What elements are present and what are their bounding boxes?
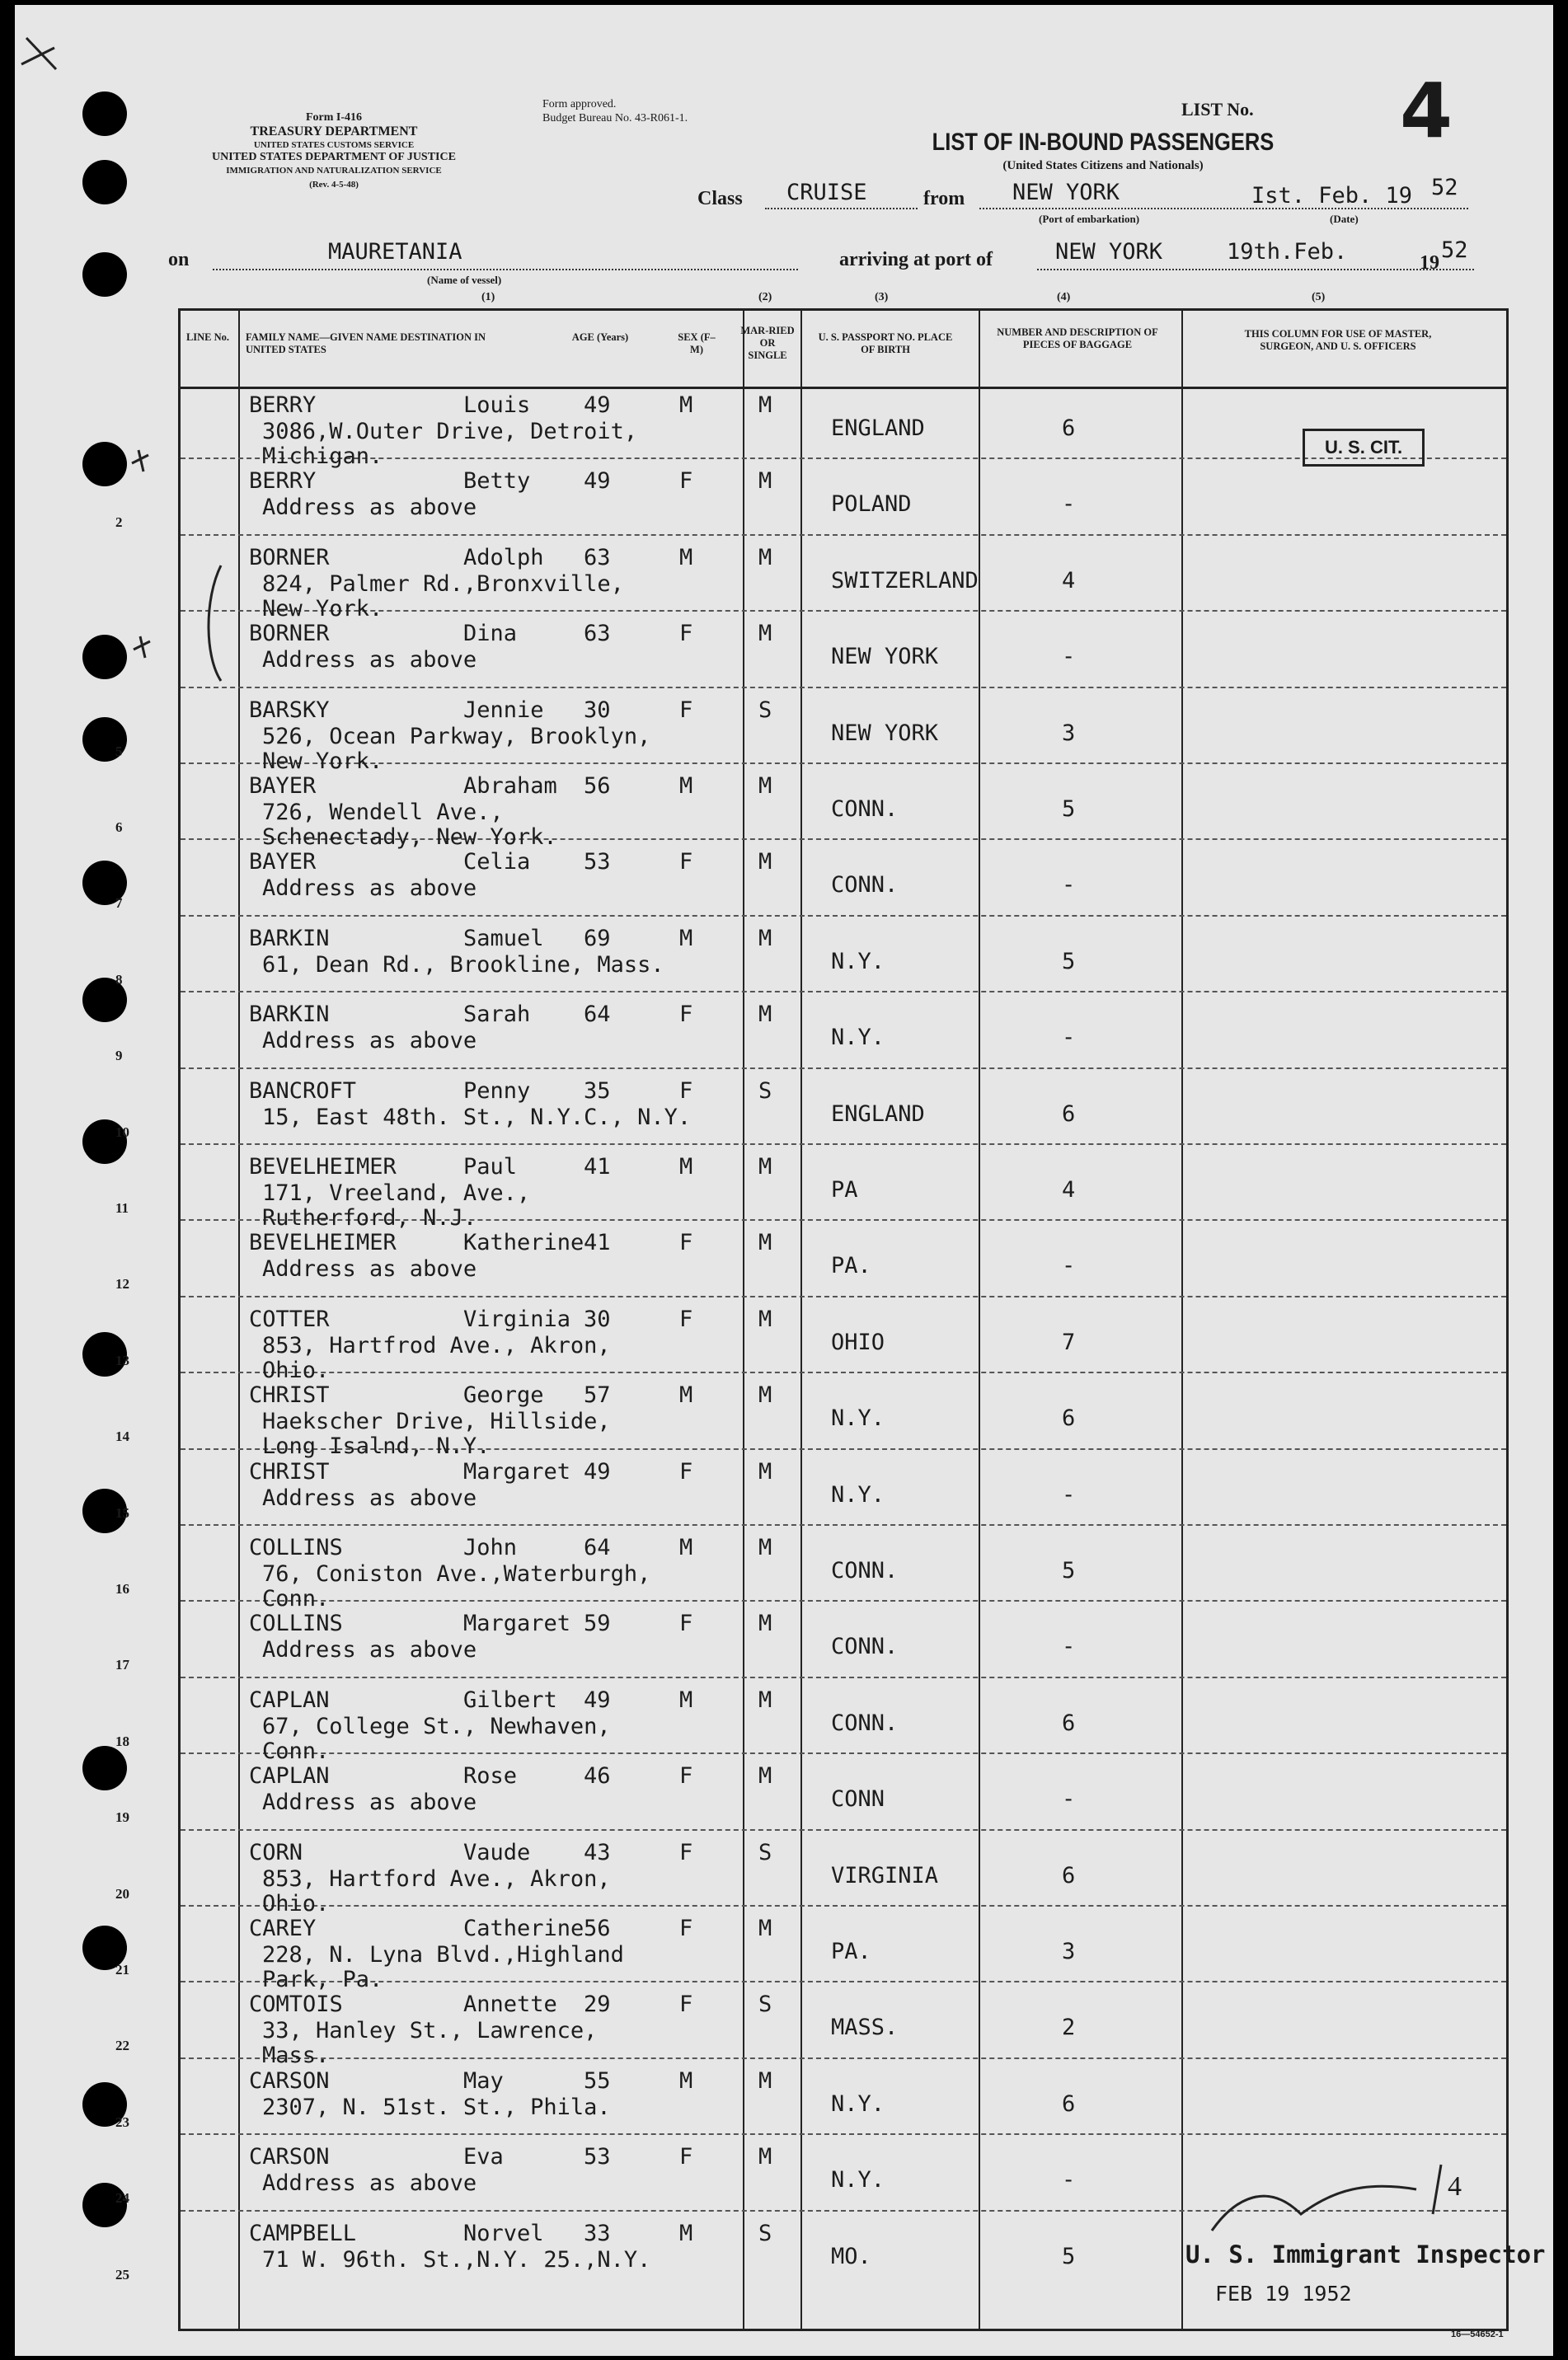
form-title: LIST OF IN-BOUND PASSENGERS: [932, 129, 1275, 156]
family-name: CAREY: [249, 1916, 317, 1941]
address-line-2: Mass.: [262, 2043, 330, 2069]
age: 64: [584, 1002, 611, 1028]
family-name: BORNER: [249, 621, 330, 647]
marital-status: M: [758, 2067, 772, 2094]
age: 43: [584, 1839, 611, 1865]
list-number-value: 4: [1400, 67, 1453, 155]
baggage-count: 5: [1062, 2243, 1076, 2269]
address-line-1: 76, Coniston Ave.,Waterburgh,: [262, 1561, 651, 1587]
marital-status: M: [758, 925, 772, 951]
given-name: Norvel: [463, 2220, 544, 2246]
vessel-name: MAURETANIA: [328, 239, 462, 265]
line-number: 2: [115, 514, 123, 531]
sex: M: [679, 392, 693, 418]
sex: F: [679, 1458, 693, 1485]
header-passport: U. S. PASSPORT NO. PLACE OF BIRTH: [818, 331, 953, 355]
family-name: CARSON: [249, 2067, 330, 2094]
marital-status: M: [758, 2144, 772, 2170]
family-name: BERRY: [249, 392, 317, 418]
sex: F: [679, 468, 693, 495]
place-of-birth: N.Y.: [831, 1025, 885, 1051]
address-line-1: Address as above: [262, 1256, 477, 1283]
age: 63: [584, 544, 611, 570]
marital-status: S: [758, 697, 772, 723]
marital-status: S: [758, 1077, 772, 1104]
place-of-birth: N.Y.: [831, 2167, 885, 2193]
place-of-birth: ENGLAND: [831, 415, 925, 441]
given-name: Sarah: [463, 1002, 531, 1028]
marital-status: M: [758, 1687, 772, 1713]
place-of-birth: CONN.: [831, 796, 899, 822]
address-line-2: Rutherford, N.J.: [262, 1205, 477, 1231]
age: 46: [584, 1763, 611, 1790]
age: 49: [584, 468, 611, 495]
address-line-1: Address as above: [262, 647, 477, 673]
line-number: 8: [115, 971, 123, 988]
age: 41: [584, 1154, 611, 1180]
place-of-birth: ENGLAND: [831, 1100, 925, 1127]
marital-status: M: [758, 849, 772, 875]
age: 56: [584, 1916, 611, 1941]
embarkation-port: NEW YORK: [1012, 180, 1120, 205]
age: 41: [584, 1230, 611, 1256]
header-marital: MAR-RIED OR SINGLE: [740, 325, 795, 361]
given-name: Louis: [463, 392, 531, 418]
treasury-label: TREASURY DEPARTMENT: [250, 124, 418, 138]
baggage-count: 6: [1062, 1100, 1076, 1127]
budget-label: Budget Bureau No. 43-R061-1.: [542, 112, 688, 124]
given-name: Gilbert: [463, 1687, 557, 1713]
given-name: Margaret: [463, 1458, 571, 1485]
address-line-1: Haekscher Drive, Hillside,: [262, 1409, 611, 1435]
marital-status: M: [758, 544, 772, 570]
given-name: Virginia: [463, 1306, 571, 1332]
age: 55: [584, 2067, 611, 2094]
place-of-birth: N.Y.: [831, 2090, 885, 2117]
place-of-birth: CONN.: [831, 872, 899, 898]
vessel-caption: (Name of vessel): [427, 274, 502, 286]
immigration-label: IMMIGRATION AND NATURALIZATION SERVICE: [226, 166, 442, 176]
line-number: 20: [115, 1885, 129, 1902]
given-name: Samuel: [463, 925, 544, 951]
age: 30: [584, 1306, 611, 1332]
class-value: CRUISE: [786, 180, 867, 205]
given-name: Catherine: [463, 1916, 584, 1941]
us-citizen-stamp: U. S. CIT.: [1303, 429, 1425, 467]
family-name: COLLINS: [249, 1611, 343, 1637]
baggage-count: 5: [1062, 948, 1076, 974]
arrival-date: 19th.Feb.: [1227, 239, 1348, 265]
sex: F: [679, 1077, 693, 1104]
class-label: Class: [697, 188, 743, 209]
column-number-2: (2): [758, 291, 772, 303]
line-number: 6: [115, 819, 123, 835]
place-of-birth: CONN.: [831, 1710, 899, 1736]
baggage-count: -: [1062, 1025, 1076, 1051]
sex: F: [679, 1230, 693, 1256]
address-line-1: 61, Dean Rd., Brookline, Mass.: [262, 951, 664, 978]
place-of-birth: PA.: [831, 1939, 871, 1964]
marital-status: M: [758, 1002, 772, 1028]
place-of-birth: N.Y.: [831, 948, 885, 974]
age: 29: [584, 1992, 611, 2018]
baggage-count: 5: [1062, 1558, 1076, 1583]
line-number: 11: [115, 1200, 129, 1216]
baggage-count: 6: [1062, 1405, 1076, 1432]
family-name: BARKIN: [249, 1002, 330, 1028]
given-name: George: [463, 1382, 544, 1409]
baggage-count: -: [1062, 1481, 1076, 1508]
address-line-1: 15, East 48th. St., N.Y.C., N.Y.: [262, 1104, 692, 1130]
age: 69: [584, 925, 611, 951]
age: 64: [584, 1535, 611, 1560]
form-number: Form I-416: [305, 111, 363, 124]
line-number: 16: [115, 1581, 129, 1597]
family-name: COMTOIS: [249, 1992, 343, 2018]
on-label: on: [168, 249, 190, 270]
address-line-1: Address as above: [262, 875, 477, 902]
address-line-1: 853, Hartfrod Ave., Akron,: [262, 1332, 611, 1358]
place-of-birth: SWITZERLAND: [831, 567, 979, 594]
line-number: 5: [115, 743, 123, 759]
baggage-count: -: [1062, 2167, 1076, 2193]
column-number-4: (4): [1057, 291, 1071, 303]
given-name: Annette: [463, 1992, 557, 2018]
inspection-date-stamp: FEB 19 1952: [1215, 2282, 1352, 2306]
age: 53: [584, 849, 611, 875]
address-line-2: New York.: [262, 748, 383, 774]
age: 49: [584, 1458, 611, 1485]
family-name: CAPLAN: [249, 1763, 330, 1790]
header-officer: THIS COLUMN FOR USE OF MASTER, SURGEON, AND U. S. OFFICERS: [1244, 328, 1432, 352]
baggage-count: -: [1062, 644, 1076, 670]
age: 59: [584, 1611, 611, 1637]
family-name: CHRIST: [249, 1382, 330, 1409]
family-name: CARSON: [249, 2144, 330, 2170]
header-baggage: NUMBER AND DESCRIPTION OF PIECES OF BAGGAGE: [997, 326, 1158, 350]
marital-status: M: [758, 1458, 772, 1485]
corner-mark: [21, 38, 56, 69]
given-name: Adolph: [463, 544, 544, 570]
baggage-count: 5: [1062, 796, 1076, 822]
sex: F: [679, 1916, 693, 1941]
family-name: BARKIN: [249, 925, 330, 951]
line-number: 21: [115, 1962, 129, 1978]
place-of-birth: MASS.: [831, 2015, 899, 2041]
family-name: CAPLAN: [249, 1687, 330, 1713]
baggage-count: -: [1062, 1786, 1076, 1813]
sex: M: [679, 773, 693, 799]
given-name: Celia: [463, 849, 531, 875]
list-number-label: LIST No.: [1181, 99, 1254, 120]
family-name: BORNER: [249, 544, 330, 570]
family-name: BARSKY: [249, 697, 330, 723]
place-of-birth: N.Y.: [831, 1481, 885, 1508]
family-name: CHRIST: [249, 1458, 330, 1485]
address-line-1: Address as above: [262, 1637, 477, 1663]
given-name: Katherine: [463, 1230, 584, 1256]
place-of-birth: CONN.: [831, 1558, 899, 1583]
address-line-2: New York.: [262, 595, 383, 622]
place-of-birth: CONN: [831, 1786, 885, 1813]
address-line-1: Address as above: [262, 2170, 477, 2197]
marital-status: M: [758, 1382, 772, 1409]
sex: M: [679, 544, 693, 570]
family-name: BEVELHEIMER: [249, 1230, 397, 1256]
family-name: COLLINS: [249, 1535, 343, 1560]
sex: F: [679, 1839, 693, 1865]
baggage-count: 6: [1062, 415, 1076, 441]
sex: F: [679, 697, 693, 723]
cross-mark: [132, 450, 148, 472]
sex: M: [679, 2220, 693, 2246]
handwritten-marks: [15, 5, 1553, 2356]
sex: F: [679, 1763, 693, 1790]
address-line-2: Park, Pa.: [262, 1967, 383, 1992]
sex: M: [679, 2067, 693, 2094]
marital-status: M: [758, 392, 772, 418]
baggage-count: 6: [1062, 2090, 1076, 2117]
marital-status: M: [758, 468, 772, 495]
address-line-1: 171, Vreeland, Ave.,: [262, 1180, 531, 1206]
baggage-count: 2: [1062, 2015, 1076, 2041]
line-number: 15: [115, 1504, 129, 1521]
from-label: from: [923, 188, 965, 209]
sex: F: [679, 1992, 693, 2018]
bracket-mark: [209, 565, 221, 681]
sex: F: [679, 1611, 693, 1637]
given-name: Abraham: [463, 773, 557, 799]
marital-status: S: [758, 1839, 772, 1865]
inspector-signature: [1212, 2186, 1416, 2231]
arriving-label: arriving at port of: [839, 249, 993, 270]
marital-status: M: [758, 621, 772, 647]
given-name: Eva: [463, 2144, 504, 2170]
line-number: 13: [115, 1352, 129, 1368]
address-line-1: 824, Palmer Rd.,Bronxville,: [262, 570, 624, 597]
line-number: 22: [115, 2038, 129, 2054]
address-line-1: 526, Ocean Parkway, Brooklyn,: [262, 723, 651, 749]
signature-stroke: [1433, 2165, 1441, 2214]
address-line-1: 3086,W.Outer Drive, Detroit,: [262, 419, 638, 444]
baggage-count: 3: [1062, 1939, 1076, 1964]
given-name: John: [463, 1535, 518, 1560]
given-name: Paul: [463, 1154, 518, 1180]
line-number: 23: [115, 2114, 129, 2130]
form-subtitle: (United States Citizens and Nationals): [1002, 159, 1204, 172]
sex: F: [679, 1306, 693, 1332]
place-of-birth: N.Y.: [831, 1405, 885, 1432]
sex: M: [679, 1687, 693, 1713]
line-number: 9: [115, 1048, 123, 1064]
sex: M: [679, 1154, 693, 1180]
family-name: COTTER: [249, 1306, 330, 1332]
baggage-count: -: [1062, 1253, 1076, 1279]
marital-status: M: [758, 773, 772, 799]
baggage-count: 6: [1062, 1710, 1076, 1736]
cross-mark: [134, 636, 150, 658]
age: 57: [584, 1382, 611, 1409]
age: 49: [584, 392, 611, 418]
date-caption: (Date): [1330, 213, 1359, 225]
line-number: 14: [115, 1429, 129, 1445]
baggage-count: 4: [1062, 1177, 1076, 1203]
place-of-birth: MO.: [831, 2243, 871, 2269]
marital-status: M: [758, 1763, 772, 1790]
sex: M: [679, 1535, 693, 1560]
given-name: Vaude: [463, 1839, 531, 1865]
column-number-5: (5): [1312, 291, 1326, 303]
marital-status: M: [758, 1306, 772, 1332]
family-name: CORN: [249, 1839, 303, 1865]
address-line-2: Conn.: [262, 1738, 330, 1764]
manifest-page: [15, 5, 1553, 2356]
address-line-1: 67, College St., Newhaven,: [262, 1713, 611, 1739]
baggage-count: 3: [1062, 720, 1076, 746]
line-number: 7: [115, 895, 123, 912]
baggage-count: -: [1062, 872, 1076, 898]
address-line-1: 853, Hartford Ave., Akron,: [262, 1865, 611, 1892]
age: 63: [584, 621, 611, 647]
embarkation-year: 52: [1431, 175, 1458, 200]
family-name: BANCROFT: [249, 1077, 357, 1104]
given-name: Jennie: [463, 697, 544, 723]
address-line-2: Conn.: [262, 1586, 330, 1612]
arrival-port: NEW YORK: [1055, 239, 1163, 265]
address-line-1: Address as above: [262, 1790, 477, 1816]
place-of-birth: NEW YORK: [831, 644, 939, 670]
arrival-year-prefix: 19: [1420, 252, 1439, 274]
age: 33: [584, 2220, 611, 2246]
marital-status: M: [758, 1916, 772, 1941]
approved-label: Form approved.: [542, 98, 617, 110]
revision-label: (Rev. 4-5-48): [309, 180, 359, 190]
handwritten-count: 4: [1448, 2171, 1462, 2202]
line-number: 17: [115, 1657, 129, 1673]
line-number: 10: [115, 1124, 129, 1140]
address-line-1: Address as above: [262, 495, 477, 521]
given-name: Penny: [463, 1077, 531, 1104]
line-number: 19: [115, 1809, 129, 1826]
address-line-2: Michigan.: [262, 443, 383, 469]
port-caption: (Port of embarkation): [1039, 213, 1140, 225]
customs-label: UNITED STATES CUSTOMS SERVICE: [253, 140, 415, 150]
place-of-birth: NEW YORK: [831, 720, 939, 746]
column-number-1: (1): [481, 291, 495, 303]
line-number: 18: [115, 1733, 129, 1749]
address-line-2: Long Isalnd, N.Y.: [262, 1433, 491, 1460]
age: 49: [584, 1687, 611, 1713]
family-name: CAMPBELL: [249, 2220, 357, 2246]
justice-label: UNITED STATES DEPARTMENT OF JUSTICE: [212, 151, 456, 163]
address-line-1: 2307, N. 51st. St., Phila.: [262, 2094, 611, 2120]
line-number: 25: [115, 2266, 129, 2283]
family-name: BEVELHEIMER: [249, 1154, 397, 1180]
given-name: Margaret: [463, 1611, 571, 1637]
marital-status: S: [758, 1992, 772, 2018]
family-name: BAYER: [249, 773, 317, 799]
marital-status: S: [758, 2220, 772, 2246]
given-name: Dina: [463, 621, 518, 647]
header-sex: SEX (F–M): [678, 331, 716, 355]
line-number: 24: [115, 2190, 129, 2207]
arrival-year: 52: [1441, 237, 1468, 263]
address-line-1: 71 W. 96th. St.,N.Y. 25.,N.Y.: [262, 2246, 651, 2273]
marital-status: M: [758, 1154, 772, 1180]
given-name: May: [463, 2067, 504, 2094]
place-of-birth: CONN.: [831, 1634, 899, 1660]
line-number: 12: [115, 1276, 129, 1293]
age: 35: [584, 1077, 611, 1104]
embarkation-date: Ist. Feb. 19: [1251, 183, 1413, 209]
sex: F: [679, 1002, 693, 1028]
address-line-1: 228, N. Lyna Blvd.,Highland: [262, 1942, 624, 1968]
column-number-3: (3): [875, 291, 889, 303]
address-line-2: Schenectady, New York.: [262, 824, 557, 850]
header-name: FAMILY NAME—GIVEN NAME DESTINATION IN UNITED STATES: [246, 331, 486, 355]
marital-status: M: [758, 1230, 772, 1256]
family-name: BERRY: [249, 468, 317, 495]
age: 53: [584, 2144, 611, 2170]
address-line-1: 726, Wendell Ave.,: [262, 800, 504, 825]
marital-status: M: [758, 1535, 772, 1560]
place-of-birth: PA.: [831, 1253, 871, 1279]
sex: M: [679, 1382, 693, 1409]
address-line-1: Address as above: [262, 1028, 477, 1054]
family-name: BAYER: [249, 849, 317, 875]
baggage-count: -: [1062, 491, 1076, 518]
form-code: 16—54652-1: [1451, 2330, 1504, 2339]
place-of-birth: PA: [831, 1177, 858, 1203]
given-name: Betty: [463, 468, 531, 495]
address-line-1: 33, Hanley St., Lawrence,: [262, 2018, 598, 2044]
sex: F: [679, 849, 693, 875]
place-of-birth: OHIO: [831, 1329, 885, 1355]
marital-status: M: [758, 1611, 772, 1637]
baggage-count: 4: [1062, 567, 1076, 594]
given-name: Rose: [463, 1763, 518, 1790]
place-of-birth: POLAND: [831, 491, 912, 518]
address-line-1: Address as above: [262, 1485, 477, 1511]
address-line-2: Ohio.: [262, 1890, 330, 1917]
baggage-count: 7: [1062, 1329, 1076, 1355]
immigrant-inspector-stamp: U. S. Immigrant Inspector: [1185, 2240, 1546, 2269]
age: 56: [584, 773, 611, 799]
baggage-count: -: [1062, 1634, 1076, 1660]
place-of-birth: VIRGINIA: [831, 1862, 939, 1888]
header-line-no: LINE No.: [185, 331, 230, 343]
sex: F: [679, 2144, 693, 2170]
age: 30: [584, 697, 611, 723]
address-line-2: Ohio.: [262, 1357, 330, 1383]
baggage-count: 6: [1062, 1862, 1076, 1888]
header-age: AGE (Years): [571, 331, 629, 343]
sex: M: [679, 925, 693, 951]
sex: F: [679, 621, 693, 647]
